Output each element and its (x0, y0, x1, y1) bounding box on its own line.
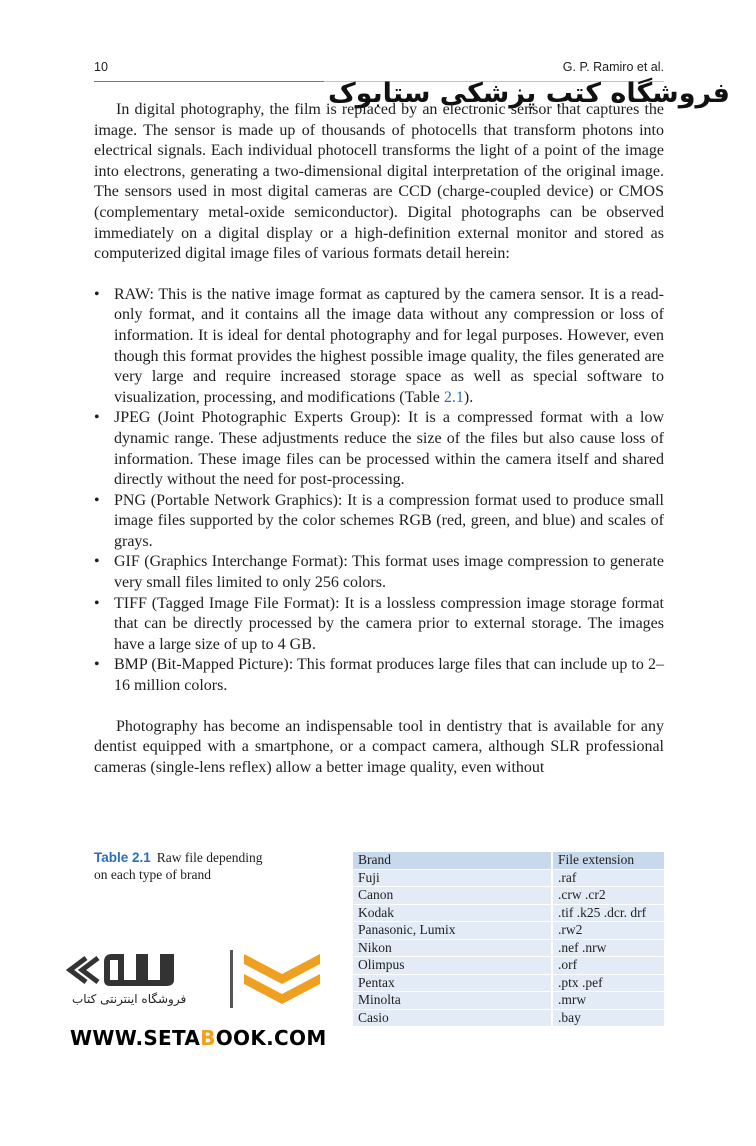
table-row (353, 992, 664, 1010)
brand-cell: Pentax (353, 974, 552, 992)
logo-url[interactable]: WWW.SETABOOK.COM (70, 1026, 327, 1050)
brand-cell: Canon (353, 887, 552, 905)
closing-paragraph: Photography has become an indispensable tool in dentistry that is available for any dentist equipped with a smartphone, or a compact camera, although SLR professional cameras (single-lens reflex) allow a better image quality, even without (94, 717, 664, 776)
table-row (353, 887, 664, 905)
extension-cell: .nef .nrw (552, 939, 664, 957)
page-number: 10 (94, 60, 108, 74)
list-item-bmp: • BMP (Bit-Mapped Picture): This format produces large files that can include up to 2–16 million colors. (94, 656, 664, 695)
list-item-gif: • GIF (Graphics Interchange Format): This format uses image compression to generate very small files limited to only 256 colors. (94, 553, 664, 592)
table-row (353, 869, 664, 887)
extension-cell: .orf (552, 957, 664, 975)
list-item-png: • PNG (Portable Network Graphics): It is a compression format used to produce small image files supported by the color schemes RGB (red, green, and blue) and scales of grays. (94, 491, 664, 550)
bullet-icon: • (94, 409, 100, 427)
intro-paragraph: In digital photography, the film is replaced by an electronic sensor that captures the image. The sensor is made up of thousands of photocells that transform photons into electrical signals. Each individual photocell transforms the light of a point of the image into electrons, generating a two-dimensional digital interpretation of the original image. The sensors used in most digital cameras are CCD (charge-coupled device) or CMOS (complementary metal-oxide semiconductor). Digital photographs can be observed immediately on a digital display or a high-definition external monitor and stored as computerized digital image files of various formats detail herein: (94, 101, 664, 263)
extension-cell: .tif .k25 .dcr. drf (552, 904, 664, 922)
extension-cell: .ptx .pef (552, 974, 664, 992)
raw-format-table (353, 852, 664, 1027)
table-caption (94, 849, 264, 883)
bullet-icon: • (94, 491, 100, 509)
table-header-row (353, 852, 664, 869)
running-head: G. P. Ramiro et al. (562, 60, 664, 74)
header-brand: Brand (353, 852, 552, 869)
extension-cell: .mrw (552, 992, 664, 1010)
table-row (353, 939, 664, 957)
table-row (353, 922, 664, 940)
bullet-icon: • (94, 656, 100, 674)
extension-cell: .rw2 (552, 922, 664, 940)
logo-persian-text: فروشگاه اینترنتی کتاب (72, 992, 187, 1006)
watermark-text: فروشگاه کتب پزشکی ستابوک (324, 76, 734, 112)
header-extension: File extension (552, 852, 664, 869)
table-label: Table 2.1 (94, 850, 151, 865)
body-text (94, 100, 664, 778)
table-row (353, 904, 664, 922)
brand-cell: Panasonic, Lumix (353, 922, 552, 940)
list-item-tiff: • TIFF (Tagged Image File Format): It is a lossless compression image storage format that can be directly processed by the camera prior to external storage. The images have a large size of up to 4 GB. (94, 594, 664, 653)
brand-cell: Nikon (353, 939, 552, 957)
extension-cell: .raf (552, 869, 664, 887)
bullet-icon: • (94, 285, 100, 303)
bullet-icon: • (94, 553, 100, 571)
table-caption-text: Raw file depending on each type of brand (94, 850, 263, 882)
brand-cell: Olimpus (353, 957, 552, 975)
brand-cell: Fuji (353, 869, 552, 887)
table-row (353, 1009, 664, 1027)
table-row (353, 974, 664, 992)
brand-cell: Casio (353, 1009, 552, 1027)
bullet-icon: • (94, 594, 100, 612)
extension-cell: .bay (552, 1009, 664, 1027)
list-item-jpeg: • JPEG (Joint Photographic Experts Group): It is a compressed format with a low dynamic range. These adjustments reduce the size of the files but also cause loss of information. These image files can be processed within the camera itself and shared directly without the need for post-processing. (94, 409, 664, 489)
brand-cell: Minolta (353, 992, 552, 1010)
brand-cell: Kodak (353, 904, 552, 922)
table-ref-link[interactable]: 2.1 (443, 388, 464, 406)
table-row (353, 957, 664, 975)
extension-cell: .crw .cr2 (552, 887, 664, 905)
list-item-raw: • RAW: This is the native image format as captured by the camera sensor. It is a read-only format, and it contains all the image data without any compression or loss of information. It is ideal for dental photography and for legal purposes. However, even though this format provides the highest possible image quality, the files generated are very large and require increased storage space as well as special software to visualization, processing, and modifications (Table 2.1). (94, 285, 664, 406)
format-list (94, 285, 664, 697)
